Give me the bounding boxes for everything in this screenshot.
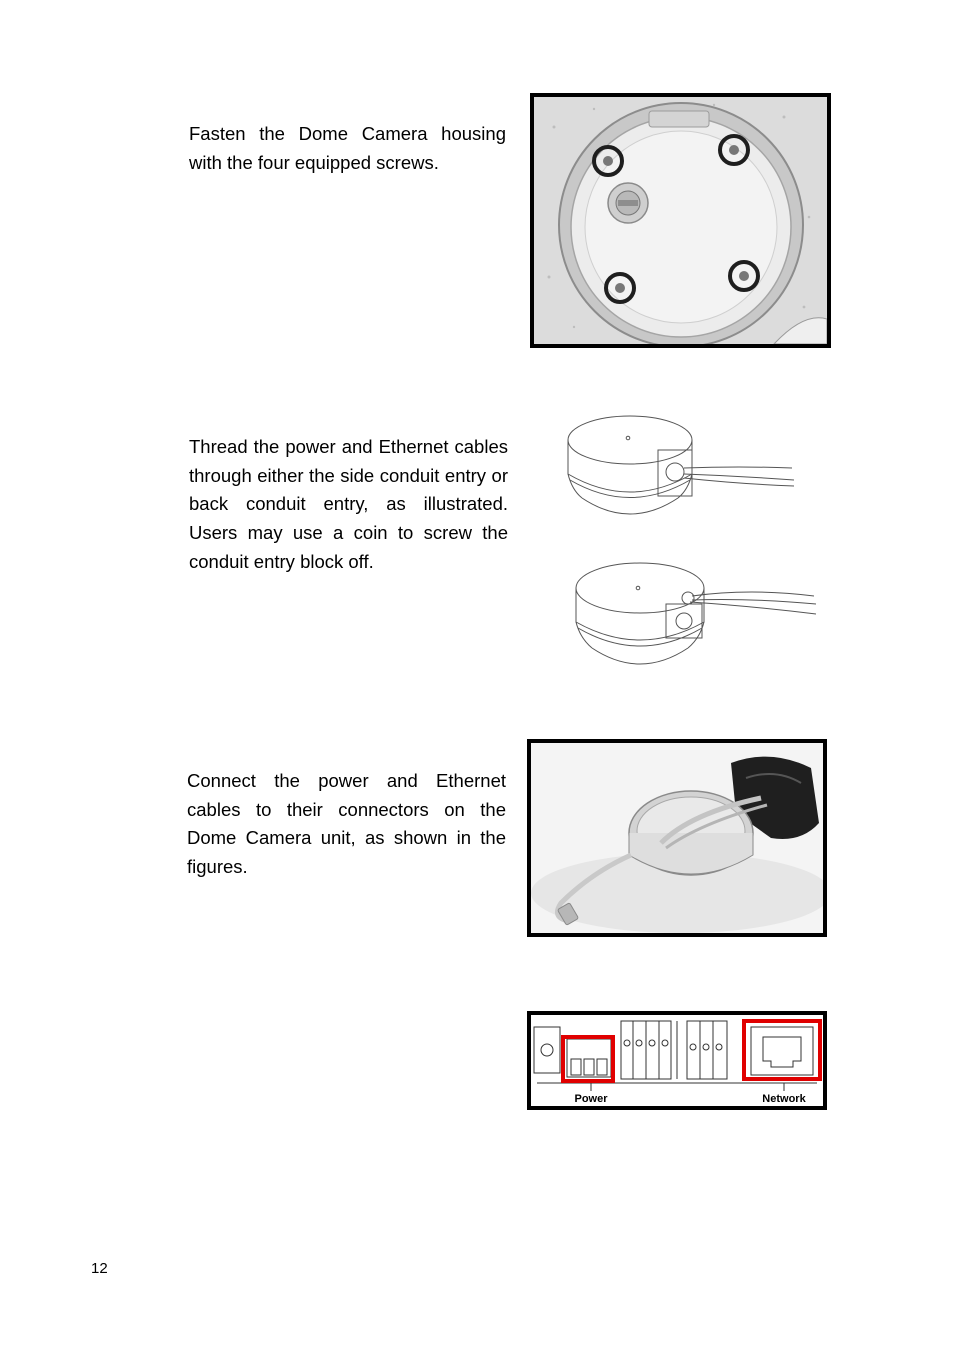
power-label: Power [574, 1093, 608, 1105]
housing-screws-illustration [534, 97, 827, 344]
network-label: Network [762, 1093, 806, 1105]
step-2-text: Thread the power and Ethernet cables through either the side conduit entry or back conduit entry, as illustrated. Users may use a coin to screw the conduit entry block off. [189, 436, 508, 572]
back-conduit-entry-illustration [570, 558, 820, 688]
connector-panel-diagram [527, 1011, 827, 1110]
back-conduit-entry-drawing [570, 558, 820, 688]
housing-screws-photo [530, 93, 831, 348]
step-3-text: Connect the power and Ethernet cables to their connectors on the Dome Camera unit, as shown in the figures. [187, 770, 506, 878]
connector-panel-illustration [531, 1015, 823, 1106]
camera-connection-photo [527, 739, 827, 937]
side-conduit-entry-drawing [560, 410, 800, 540]
page-number: 12 [91, 1260, 108, 1277]
step-1-text: Fasten the Dome Camera housing with the four equipped screws. [189, 123, 506, 173]
side-conduit-entry-illustration [560, 410, 800, 540]
camera-connection-illustration [531, 743, 823, 933]
